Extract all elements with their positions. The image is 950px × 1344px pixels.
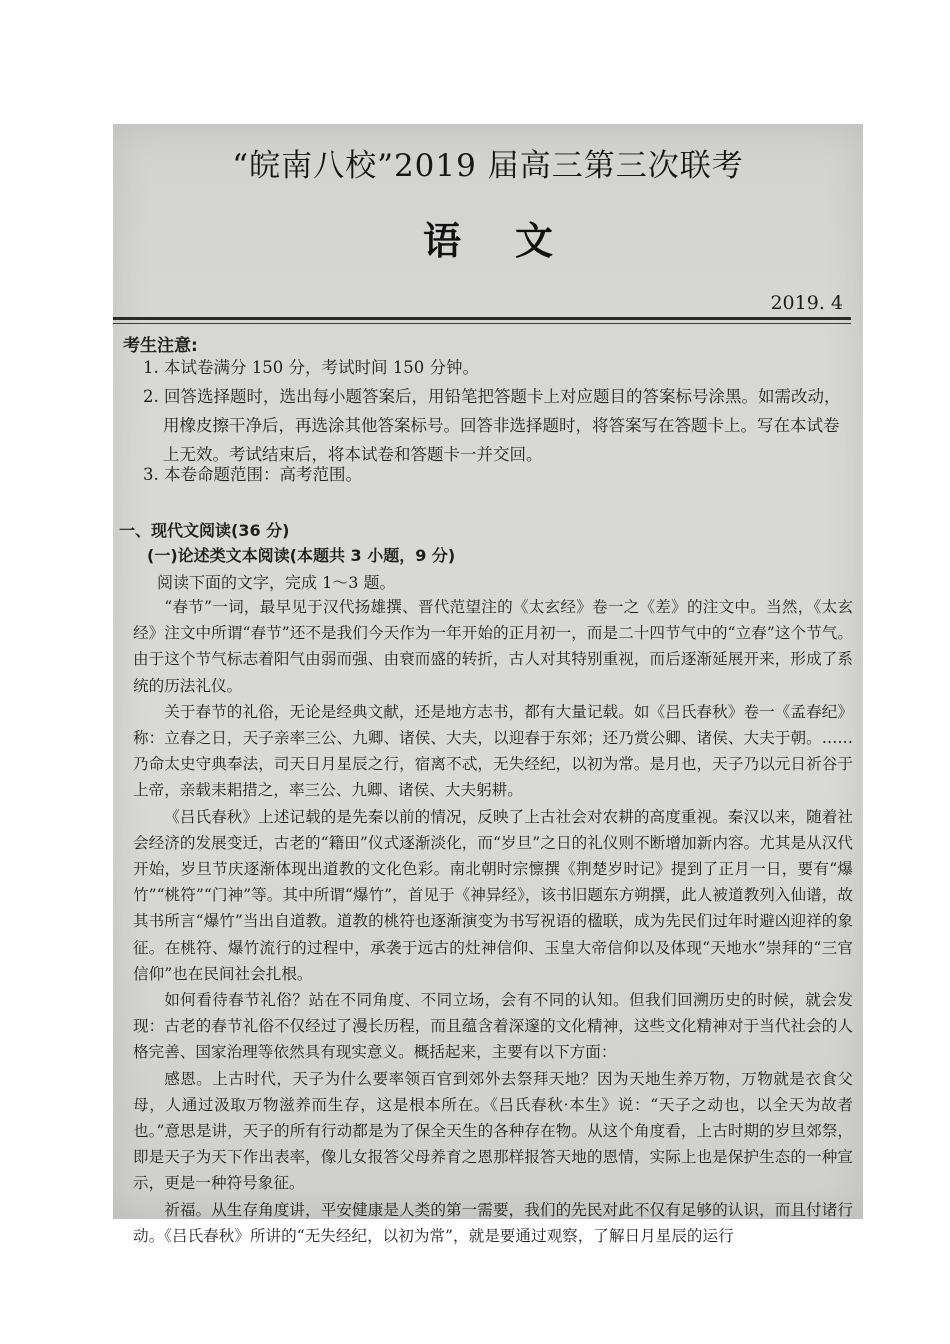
passage-paragraph-2: 关于春节的礼俗，无论是经典文献，还是地方志书，都有大量记载。如《吕氏春秋》卷一《孟春纪》称：立春之日，天子亲率三公、九卿、诸侯、大夫，以迎春于东郊；还乃赏公卿、诸侯、大夫于朝。……乃命太史守典奉法，司天日月星辰之行，宿离不忒，无失经纪，以初为常。是月也，天子乃以元日祈谷于上帝，亲载耒耜措之，率三公、九卿、诸侯、大夫躬耕。	[133, 702, 853, 800]
section-subtitle: (一)论述类文本阅读(本题共 3 小题，9 分)	[147, 546, 456, 565]
reading-passage	[133, 594, 853, 1249]
notice-item-2-text: 2. 回答选择题时，选出每小题答案后，用铅笔把答题卡上对应题目的答案标号涂黑。如需改动，用橡皮擦干净后，再选涂其他答案标号。回答非选择题时，将答案写在答题卡上。写在本试卷上无效。考试结束后，将本试卷和答题卡一并交回。	[143, 387, 841, 464]
exam-title: “皖南八校”2019 届高三第三次联考	[232, 148, 744, 184]
subject-title: 语文	[422, 218, 607, 263]
header-rule-thin	[113, 323, 851, 324]
notice-item-3: 3. 本卷命题范围：高考范围。	[143, 465, 362, 484]
notice-item-2	[143, 382, 848, 469]
reading-instruction: 阅读下面的文字，完成 1～3 题。	[157, 573, 396, 592]
notice-heading: 考生注意:	[123, 336, 198, 356]
passage-paragraph-6: 祈福。从生存角度讲，平安健康是人类的第一需要，我们的先民对此不仅有足够的认识，而且付诸行动。《吕氏春秋》所讲的“无失经纪，以初为常”，就是要通过观察，了解日月星辰的运行	[133, 1200, 853, 1245]
exam-paper	[113, 124, 863, 1245]
passage-paragraph-4: 如何看待春节礼俗？站在不同角度、不同立场，会有不同的认知。但我们回溯历史的时候，就会发现：古老的春节礼俗不仅经过了漫长历程，而且蕴含着深邃的文化精神，这些文化精神对于当代社会的人格完善、国家治理等依然具有现实意义。概括起来，主要有以下方面：	[133, 991, 853, 1062]
section-title: 一、现代文阅读(36 分)	[119, 521, 290, 540]
passage-paragraph-5: 感恩。上古时代，天子为什么要率领百官到郊外去祭拜天地？因为天地生养万物，万物就是衣食父母，人通过汲取万物滋养而生存，这是根本所在。《吕氏春秋·本生》说：“天子之动也，以全天为故者也。”意思是讲，天子的所有行动都是为了保全天生的各种存在物。从这个角度看，上古时期的岁旦郊祭，即是天子为天下作出表率，像儿女报答父母养育之恩那样报答天地的恩情，实际上也是保护生态的一种宣示，更是一种符号象征。	[133, 1069, 853, 1193]
notice-item-1: 1. 本试卷满分 150 分，考试时间 150 分钟。	[143, 358, 479, 377]
exam-date: 2019. 4	[770, 292, 843, 314]
passage-paragraph-3: 《吕氏春秋》上述记载的是先秦以前的情况，反映了上古社会对农耕的高度重视。秦汉以来，随着社会经济的发展变迁，古老的“籍田”仪式逐渐淡化，而“岁旦”之日的礼仪则不断增加新内容。尤其是从汉代开始，岁旦节庆逐渐体现出道教的文化色彩。南北朝时宗懔撰《荆楚岁时记》提到了正月一日，要有“爆竹”“桃符”“门神”等。其中所谓“爆竹”，首见于《神异经》，该书旧题东方朔撰，此人被道教列入仙谱，故其书所言“爆竹”当出自道教。道教的桃符也逐渐演变为书写祝语的楹联，成为先民们过年时避凶迎祥的象征。在桃符、爆竹流行的过程中，承袭于远古的灶神信仰、玉皇大帝信仰以及体现“天地水”崇拜的“三官信仰”也在民间社会扎根。	[133, 807, 853, 983]
passage-paragraph-1: “春节”一词，最早见于汉代扬雄撰、晋代范望注的《太玄经》卷一之《差》的注文中。当然，《太玄经》注文中所谓“春节”还不是我们今天作为一年开始的正月初一，而是二十四节气中的“立春”这个节气。由于这个节气标志着阳气由弱而强、由衰而盛的转折，古人对其特别重视，而后逐渐延展开来，形成了系统的历法礼仪。	[133, 598, 853, 695]
header-rule-thick	[113, 317, 851, 320]
